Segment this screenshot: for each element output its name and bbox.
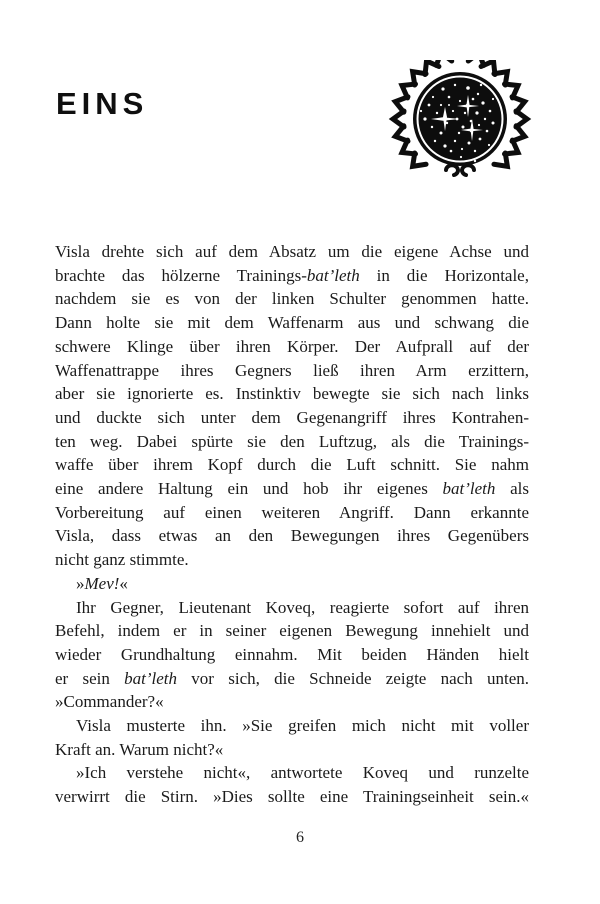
text-line: verwirrt die Stirn. »Dies sollte eine Trainingseinheit sein.« xyxy=(55,787,529,807)
text-line: Visla drehte sich auf dem Absatz um die eigene Achse und xyxy=(55,242,529,261)
text-line: Visla musterte ihn. »Sie greifen mich nicht mit voller xyxy=(76,716,529,736)
text-line: Dann holte sie mit dem Waffenarm aus und schwang die xyxy=(55,313,529,333)
text-line: Ihr Gegner, Lieutenant Koveq, reagierte sofort auf ihren xyxy=(76,597,529,617)
text-line: Waffenattrappe ihres Gegners ließ ihren Arm erzittern, xyxy=(55,360,529,380)
text-line: und duckte sich unter dem Gegenangriff ihres Kontrahen- xyxy=(55,407,529,427)
text-line: schwere Klinge über ihren Körper. Der Aufprall auf der xyxy=(55,336,529,356)
text-line: er sein bat’leth vor sich, die Schneide zeigte nach unten. xyxy=(55,668,529,688)
text-line: Kraft an. Warum nicht?« xyxy=(55,739,224,759)
chapter-heading: EINS xyxy=(56,86,149,121)
text-line: »Ich verstehe nicht«, antwortete Koveq und runzelte xyxy=(76,763,529,783)
page-number: 6 xyxy=(296,829,304,846)
text-line: wieder Grundhaltung einnahm. Mit beiden Händen hielt xyxy=(55,644,529,664)
text-line: nachdem sie es von der linken Schulter genommen hatte. xyxy=(55,289,529,309)
text-line: eine andere Haltung ein und hob ihr eigenes bat’leth als xyxy=(55,479,529,499)
text-line: aber sie ignorierte es. Instinktiv bewegte sie sich nach links xyxy=(55,384,529,404)
body-text xyxy=(55,240,529,809)
text-line: »Commander?« xyxy=(55,692,164,712)
text-line: waffe über ihrem Kopf durch die Luft schnitt. Sie nahm xyxy=(55,455,529,475)
federation-emblem-icon xyxy=(385,60,535,184)
text-line: Visla, dass etwas an den Bewegungen ihres Gegenübers xyxy=(55,526,529,546)
text-line: Befehl, indem er in seiner eigenen Bewegung innehielt und xyxy=(55,621,529,641)
text-line: nicht ganz stimmte. xyxy=(55,550,189,570)
text-line: »Mev!« xyxy=(76,573,128,593)
text-line: Vorbereitung auf einen weiteren Angriff. Dann erkannte xyxy=(55,502,529,522)
text-line: ten weg. Dabei spürte sie den Luftzug, als die Trainings- xyxy=(55,431,529,451)
text-line: brachte das hölzerne Trainings-bat’leth in die Horizontale, xyxy=(55,265,529,285)
starfield-disc xyxy=(413,72,507,166)
